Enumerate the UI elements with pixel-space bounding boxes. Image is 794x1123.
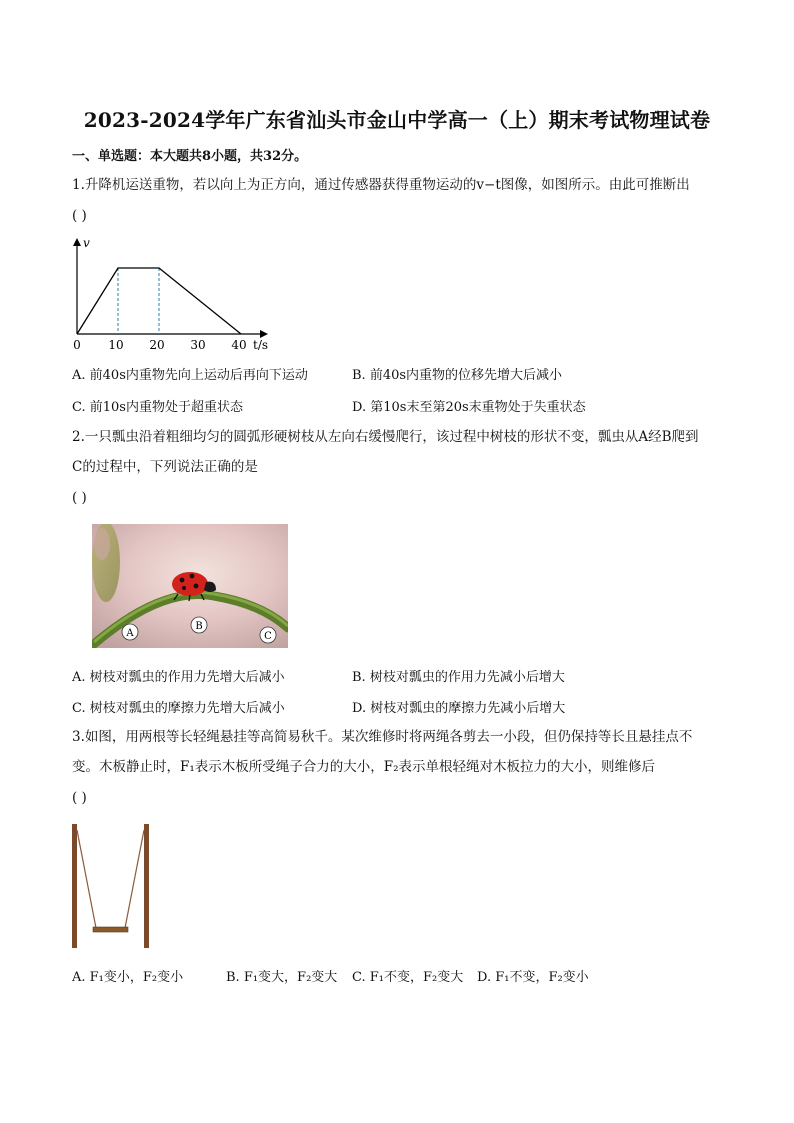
swing-diagram <box>68 820 158 952</box>
right-post <box>144 824 149 948</box>
ladybug-photo <box>92 524 288 648</box>
x-tick-label: 0 <box>73 338 81 352</box>
left-rope <box>77 830 96 928</box>
q3-option-d[interactable]: D. F₁不变，F₂变小 <box>477 970 589 985</box>
q2-stem-line2: C的过程中，下列说法正确的是 <box>72 459 258 475</box>
label-a: A <box>126 628 134 639</box>
q1-stem-line1: 1.升降机运送重物，若以向上为正方向，通过传感器获得重物运动的v−t图像，如图所示。由此可推断出 <box>72 177 690 193</box>
q2-option-b[interactable]: B. 树枝对瓢虫的作用力先减小后增大 <box>352 670 565 685</box>
x-axis-arrow <box>260 330 268 338</box>
q2-option-d[interactable]: D. 树枝对瓢虫的摩擦力先减小后增大 <box>352 701 566 716</box>
q3-option-a[interactable]: A. F₁变小，F₂变小 <box>72 970 184 985</box>
right-rope <box>125 830 144 928</box>
q3-answer-paren: ( ) <box>72 790 87 806</box>
x-tick-label: 40 <box>231 338 247 352</box>
q1-answer-paren: ( ) <box>72 208 87 224</box>
label-c: C <box>264 631 272 642</box>
x-tick-label: 30 <box>190 338 206 352</box>
page-title: 2023-2024学年广东省汕头市金山中学高一（上）期末考试物理试卷 <box>83 108 711 132</box>
x-tick-label: 10 <box>108 338 124 352</box>
guide-lines <box>118 268 159 334</box>
q1-option-d[interactable]: D. 第10s末至第20s末重物处于失重状态 <box>352 400 586 415</box>
swing-board <box>93 927 128 932</box>
x-axis-label: t/s <box>253 338 269 352</box>
q2-option-c[interactable]: C. 树枝对瓢虫的摩擦力先增大后减小 <box>72 701 285 716</box>
q1-option-a[interactable]: A. 前40s内重物先向上运动后再向下运动 <box>72 368 308 383</box>
q2-stem-line1: 2.一只瓢虫沿着粗细均匀的圆弧形硬树枝从左向右缓慢爬行，该过程中树枝的形状不变，瓢虫从A经B爬到 <box>72 429 699 445</box>
q1-option-b[interactable]: B. 前40s内重物的位移先增大后减小 <box>352 368 563 383</box>
q2-answer-paren: ( ) <box>72 490 87 506</box>
q3-stem-line2: 变。木板静止时，F₁表示木板所受绳子合力的大小，F₂表示单根轻绳对木板拉力的大小，则维修后 <box>72 759 656 775</box>
q1-option-c[interactable]: C. 前10s内重物处于超重状态 <box>72 400 243 415</box>
q3-option-b[interactable]: B. F₁变大，F₂变大 <box>226 970 338 985</box>
q3-stem-line1: 3.如图，用两根等长轻绳悬挂等高简易秋千。某次维修时将两绳各剪去一小段，但仍保持等长且悬挂点不 <box>72 729 693 745</box>
y-axis-arrow <box>73 238 81 246</box>
y-axis-label: v <box>83 236 90 250</box>
x-tick-labels <box>73 338 246 352</box>
q1-vt-graph <box>66 234 281 356</box>
q3-option-c[interactable]: C. F₁不变，F₂变大 <box>352 970 464 985</box>
label-b: B <box>195 621 203 632</box>
section-heading: 一、单选题：本大题共8小题，共32分。 <box>72 149 308 164</box>
q2-option-a[interactable]: A. 树枝对瓢虫的作用力先增大后减小 <box>72 670 285 685</box>
left-post <box>72 824 77 948</box>
x-tick-label: 20 <box>149 338 165 352</box>
